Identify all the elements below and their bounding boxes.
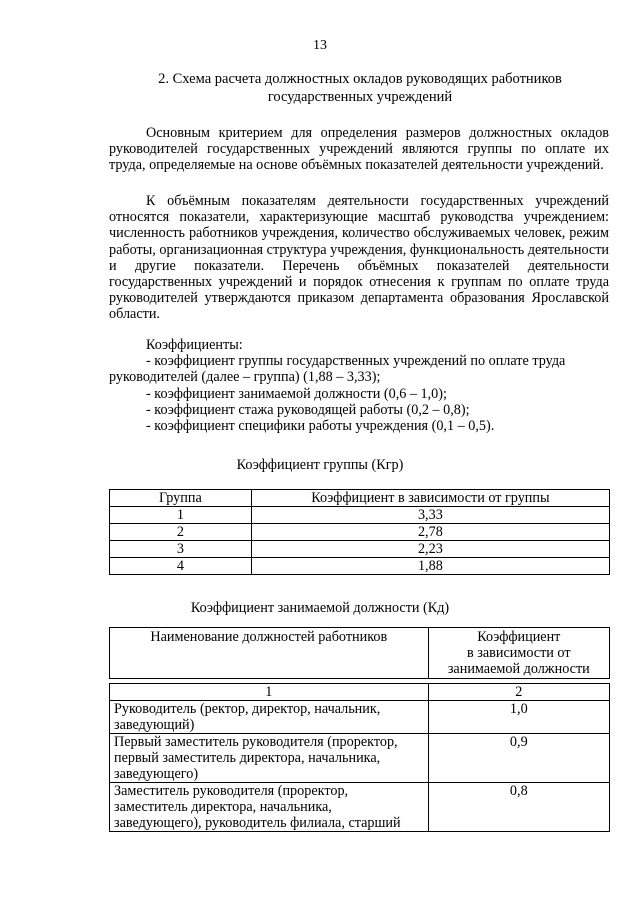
table-row: [110, 524, 610, 541]
position-table-caption: Коэффициент занимаемой должности (Кд): [190, 600, 450, 616]
coefficient-cell: 0,9: [428, 734, 609, 783]
coefficient-cell: 2,78: [251, 524, 609, 541]
table-header-cell: Группа: [110, 490, 252, 507]
group-cell: 2: [110, 524, 252, 541]
table-header-row: [110, 490, 610, 507]
column-number-cell: 2: [428, 684, 609, 701]
group-table-caption: Коэффициент группы (Кгр): [236, 457, 404, 473]
table-header-cell: Наименование должностей работников: [110, 628, 429, 679]
table-row: [110, 783, 610, 832]
position-line: первый заместитель директора, начальника,: [114, 750, 381, 766]
coefficients-heading: Коэффициенты:: [146, 337, 243, 353]
table-row: [110, 507, 610, 524]
table-row: [110, 541, 610, 558]
coefficient-cell: 0,8: [428, 783, 609, 832]
position-line: Руководитель (ректор, директор, начальник,: [114, 701, 381, 717]
column-number-cell: 1: [110, 684, 429, 701]
group-coefficient-table: [109, 489, 610, 575]
coefficient-cell: 1,0: [428, 701, 609, 734]
group-cell: 4: [110, 558, 252, 575]
coefficient-item: - коэффициент специфики работы учреждения (0,1 – 0,5).: [146, 418, 495, 435]
position-coefficient-table: [109, 627, 610, 832]
position-line: заведующего), руководитель филиала, старший: [114, 815, 401, 831]
coefficient-item: - коэффициент стажа руководящей работы (0,2 – 0,8);: [146, 401, 470, 418]
column-number-row: [110, 684, 610, 701]
position-line: заведующего): [114, 766, 199, 782]
table-row: [110, 734, 610, 783]
header-line: в зависимости от: [467, 645, 571, 661]
position-line: заместитель директора, начальника,: [114, 799, 332, 815]
coefficients-list: [109, 337, 609, 434]
paragraph-indicators: [109, 193, 609, 323]
coefficient-cell: 1,88: [251, 558, 609, 575]
coefficient-cell: 3,33: [251, 507, 609, 524]
header-line: занимаемой должности: [447, 661, 590, 677]
group-cell: 1: [110, 507, 252, 524]
position-line: заведующий): [114, 717, 195, 733]
header-line: Коэффициент: [477, 629, 561, 645]
table-header-cell: Коэффициент в зависимости от группы: [251, 490, 609, 507]
table-header-cell: [428, 628, 609, 679]
group-cell: 3: [110, 541, 252, 558]
section-title-line-1: 2. Схема расчета должностных окладов руководящих работников: [158, 71, 562, 87]
paragraph-text: Основным критерием для определения размеров должностных окладов руководителей государственных учреждений являются группы по оплате их труда, определяемые на основе объёмных показателей деятельности учреждений.: [109, 125, 609, 174]
page-number: 13: [313, 38, 327, 53]
table-header-row: [110, 628, 610, 679]
coefficient-item: - коэффициент занимаемой должности (0,6 – 1,0);: [146, 385, 447, 402]
paragraph-criteria: [109, 125, 609, 174]
table-row: [110, 558, 610, 575]
position-line: Заместитель руководителя (проректор,: [114, 783, 349, 799]
position-name-cell: [110, 734, 429, 783]
section-title: [100, 70, 620, 106]
position-line: Первый заместитель руководителя (проректор,: [114, 734, 398, 750]
table-row: [110, 701, 610, 734]
section-title-line-2: государственных учреждений: [267, 89, 453, 105]
coefficient-item: - коэффициент группы государственных учреждений по оплате труда руководителей (далее – группа) (1,88 – 3,33);: [109, 353, 566, 386]
position-name-cell: [110, 783, 429, 832]
paragraph-text: К объёмным показателям деятельности государственных учреждений относятся показатели, характеризующие масштаб руководства учреждением: численность работников учреждения, количество обслуживаемых человек, режим работы, организационная структура учреждения, функциональность деятельности и другие показатели. Перечень объёмных показателей деятельности государственных учреждений и порядок отнесения к группам по оплате труда руководителей утверждаются приказом департамента образования Ярославской области.: [109, 193, 609, 323]
position-name-cell: [110, 701, 429, 734]
coefficient-cell: 2,23: [251, 541, 609, 558]
